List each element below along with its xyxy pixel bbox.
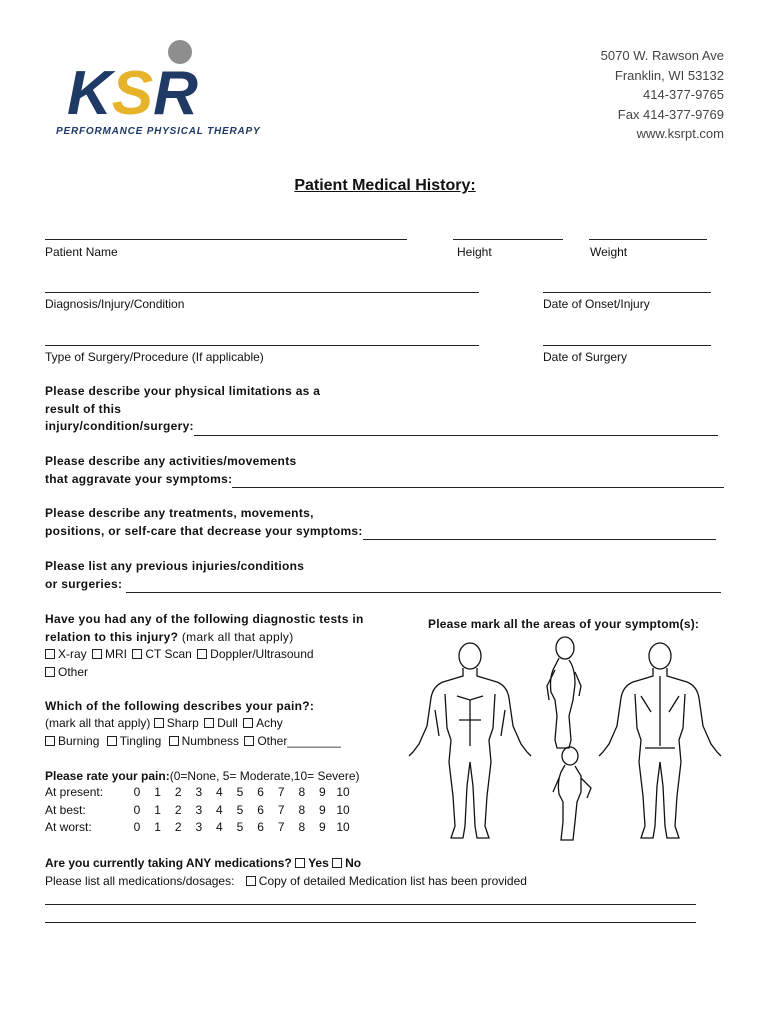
pain-scale-option[interactable]: 10 <box>336 820 350 834</box>
checkbox-achy[interactable]: Achy <box>243 716 283 730</box>
pain-scale-option[interactable]: 3 <box>195 802 203 817</box>
medications-question <box>45 855 361 873</box>
checkbox-mri[interactable]: MRI <box>92 647 127 661</box>
previous-text-2: or surgeries: <box>45 576 123 591</box>
patient-name-line[interactable] <box>45 239 407 240</box>
pain-scale-option[interactable]: 0 <box>133 820 141 834</box>
surgery-type-line[interactable] <box>45 345 479 346</box>
body-side-figure-upper[interactable] <box>547 637 581 748</box>
date-onset-label: Date of Onset/Injury <box>543 297 650 311</box>
checkbox-doppler[interactable]: Doppler/Ultrasound <box>197 647 313 661</box>
clinic-address <box>601 46 724 144</box>
checkbox-xray[interactable]: X-ray <box>45 647 87 661</box>
weight-line[interactable] <box>589 239 707 240</box>
pain-scale-option[interactable]: 6 <box>257 785 264 799</box>
pain-scale-option[interactable]: 8 <box>298 802 306 817</box>
pain-scale-option[interactable]: 1 <box>154 802 161 817</box>
checkbox-other-pain[interactable]: Other________ <box>244 734 340 748</box>
address-city: Franklin, WI 53132 <box>614 67 724 83</box>
date-surgery-label: Date of Surgery <box>543 350 628 364</box>
checkbox-ct-scan[interactable]: CT Scan <box>132 647 191 661</box>
aggravate-answer-line[interactable] <box>232 475 724 488</box>
pain-scale-option[interactable]: 2 <box>174 820 182 834</box>
pain-scale-title: Please rate your pain: <box>45 769 170 783</box>
previous-question <box>45 558 721 593</box>
pain-scale-row-label: At worst: <box>45 820 92 834</box>
pain-scale-option[interactable]: 8 <box>298 820 306 834</box>
pain-scale-option[interactable]: 7 <box>277 785 285 799</box>
pain-scale-option[interactable]: 5 <box>236 820 244 834</box>
aggravate-text-2: that aggravate your symptoms: <box>45 471 233 486</box>
pain-scale-row-label: At present: <box>45 785 104 799</box>
aggravate-text-1: Please describe any activities/movements <box>45 454 297 468</box>
limitations-question <box>45 383 718 436</box>
pain-scale-option[interactable]: 9 <box>319 802 326 817</box>
pain-scale-option[interactable]: 3 <box>195 785 203 799</box>
diagnostics-options <box>45 646 314 664</box>
company-logo <box>55 38 280 138</box>
address-fax: Fax 414-377-9769 <box>617 106 724 122</box>
checkbox-med-copy[interactable]: Copy of detailed Medication list has been provided <box>246 874 527 888</box>
pain-scale-option[interactable]: 2 <box>174 802 182 817</box>
pain-scale-option[interactable]: 9 <box>319 820 326 834</box>
pain-scale-option[interactable]: 5 <box>236 802 244 817</box>
limitations-text-3: injury/condition/surgery: <box>45 419 194 433</box>
checkbox-tingling[interactable]: Tingling <box>107 734 162 748</box>
diagnostics-text-2: relation to this injury? <box>45 629 179 644</box>
address-street: 5070 W. Rawson Ave <box>600 48 724 63</box>
pain-scale-option[interactable]: 1 <box>154 785 161 799</box>
pain-type-row2 <box>45 733 341 751</box>
pain-scale-option[interactable]: 1 <box>154 820 161 834</box>
previous-text-1: Please list any previous injuries/conditions <box>45 559 305 573</box>
patient-name-label: Patient Name <box>45 245 118 259</box>
checkbox-med-yes[interactable]: Yes <box>295 856 329 870</box>
body-chart-label: Please mark all the areas of your symptom(s): <box>428 617 700 631</box>
pain-scale-option[interactable]: 0 <box>133 785 141 799</box>
checkbox-sharp[interactable]: Sharp <box>154 716 199 730</box>
medications-answer-line-1[interactable] <box>45 904 696 905</box>
body-chart[interactable] <box>405 636 725 846</box>
logo-tagline: PERFORMANCE PHYSICAL THERAPY <box>56 126 261 137</box>
date-onset-line[interactable] <box>543 292 711 293</box>
limitations-answer-line[interactable] <box>194 423 718 436</box>
pain-scale-option[interactable]: 0 <box>133 802 141 817</box>
checkbox-burning[interactable]: Burning <box>45 734 99 748</box>
pain-scale-row <box>45 820 375 838</box>
pain-scale-legend: (0=None, 5= Moderate,10= Severe) <box>169 769 360 783</box>
address-web[interactable]: www.ksrpt.com <box>636 126 724 141</box>
height-line[interactable] <box>453 239 563 240</box>
pain-scale-question <box>45 768 360 786</box>
pain-scale-option[interactable]: 5 <box>236 785 244 799</box>
page-title: Patient Medical History: <box>294 177 476 194</box>
pain-type-hint: (mark all that apply) <box>45 716 151 730</box>
medications-answer-line-2[interactable] <box>45 922 696 923</box>
pain-type-row1 <box>45 715 283 733</box>
pain-scale-option[interactable]: 2 <box>174 785 182 799</box>
diagnostics-text-1: Have you had any of the following diagnostic tests in <box>45 612 364 626</box>
logo-letters: KSR <box>67 59 198 128</box>
diagnosis-line[interactable] <box>45 292 479 293</box>
height-label: Height <box>457 245 492 259</box>
pain-scale-option[interactable]: 8 <box>298 785 306 799</box>
previous-answer-line[interactable] <box>126 580 721 593</box>
decrease-text-1: Please describe any treatments, movements, <box>45 506 314 520</box>
decrease-text-2: positions, or self-care that decrease your symptoms: <box>45 523 363 538</box>
body-front-figure[interactable] <box>409 643 531 838</box>
checkbox-med-no[interactable]: No <box>332 856 361 870</box>
pain-scale-option[interactable]: 4 <box>216 820 223 834</box>
pain-scale-row-label: At best: <box>45 802 86 817</box>
pain-scale-option[interactable]: 3 <box>195 820 203 834</box>
pain-scale-option[interactable]: 9 <box>319 785 326 799</box>
decrease-answer-line[interactable] <box>363 527 716 540</box>
pain-scale-option[interactable]: 6 <box>257 820 264 834</box>
checkbox-numbness[interactable]: Numbness <box>169 734 239 748</box>
pain-scale-row <box>45 785 375 803</box>
pain-scale <box>45 785 375 838</box>
diagnostics-question <box>45 611 364 646</box>
diagnostics-hint: (mark all that apply) <box>178 629 294 644</box>
date-surgery-line[interactable] <box>543 345 711 346</box>
diagnosis-label: Diagnosis/Injury/Condition <box>45 297 185 311</box>
checkbox-dull[interactable]: Dull <box>204 716 238 730</box>
pain-scale-option[interactable]: 4 <box>216 802 223 817</box>
pain-scale-option[interactable]: 4 <box>216 785 223 799</box>
medications-list-label: Please list all medications/dosages: <box>45 874 235 888</box>
limitations-text-2: result of this <box>45 401 122 416</box>
pain-scale-option[interactable]: 10 <box>336 802 350 817</box>
diagnostics-options-row2 <box>45 664 88 682</box>
medications-text: Are you currently taking ANY medications? <box>45 856 292 870</box>
medications-list-row <box>45 873 527 891</box>
aggravate-question <box>45 453 724 488</box>
pain-scale-option[interactable]: 7 <box>277 820 285 834</box>
body-side-figure-lower[interactable] <box>553 747 591 840</box>
limitations-text-1: Please describe your physical limitations as a <box>45 384 321 398</box>
surgery-type-label: Type of Surgery/Procedure (If applicable) <box>45 350 264 364</box>
weight-label: Weight <box>590 245 628 259</box>
address-phone: 414-377-9765 <box>643 87 724 102</box>
pain-type-question: Which of the following describes your pain?: <box>45 699 315 713</box>
pain-scale-option[interactable]: 7 <box>277 802 285 817</box>
checkbox-other[interactable]: Other <box>45 665 88 679</box>
decrease-question <box>45 505 716 540</box>
pain-scale-option[interactable]: 10 <box>336 785 350 799</box>
body-back-figure[interactable] <box>599 643 721 838</box>
pain-scale-row <box>45 803 375 821</box>
pain-scale-option[interactable]: 6 <box>257 802 264 817</box>
